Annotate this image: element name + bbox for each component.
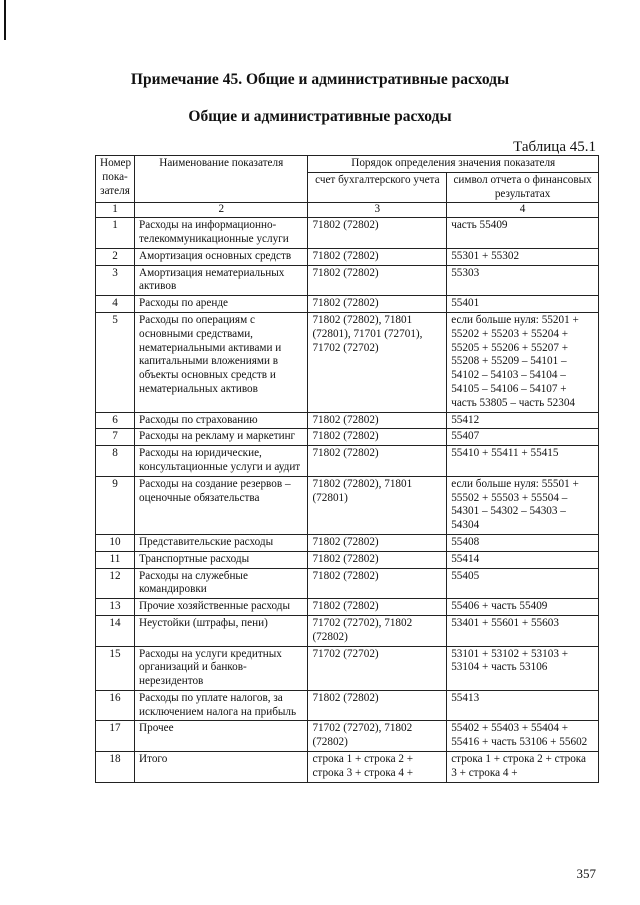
row-account: 71802 (72802) [308, 265, 447, 296]
row-name: Прочие хозяйственные расходы [135, 599, 308, 616]
row-name: Расходы на информационно-телекоммуникационные услуги [135, 218, 308, 249]
row-symbol: 53101 + 53102 + 53103 + 53104 + часть 53106 [447, 646, 599, 690]
row-symbol: 55407 [447, 429, 599, 446]
row-name: Транспортные расходы [135, 551, 308, 568]
header-name: Наименование показателя [135, 156, 308, 203]
column-number-row [96, 203, 599, 218]
row-number: 18 [96, 752, 135, 783]
row-account: 71802 (72802) [308, 599, 447, 616]
row-name: Расходы по операциям с основными средствами, нематериальными активами и капитальными вложениями в объекты основных средств и нематериальных активов [135, 312, 308, 412]
note-title: Примечание 45. Общие и административные расходы [130, 71, 510, 88]
header-row [96, 156, 599, 173]
row-number: 11 [96, 551, 135, 568]
column-number: 1 [96, 203, 135, 218]
row-number: 17 [96, 721, 135, 752]
table-row [96, 568, 599, 599]
row-name: Расходы по страхованию [135, 412, 308, 429]
row-account: 71802 (72802) [308, 248, 447, 265]
row-name: Расходы по уплате налогов, за исключением налога на прибыль [135, 690, 308, 721]
row-symbol: 55414 [447, 551, 599, 568]
table-row [96, 551, 599, 568]
table-row [96, 265, 599, 296]
row-name: Амортизация основных средств [135, 248, 308, 265]
row-number: 15 [96, 646, 135, 690]
table-row [96, 752, 599, 783]
row-number: 2 [96, 248, 135, 265]
table-row [96, 446, 599, 477]
table-subtitle: Общие и административные расходы [188, 108, 452, 125]
header-group: Порядок определения значения показателя [308, 156, 599, 173]
row-symbol: строка 1 + строка 2 + строка 3 + строка 4 + [447, 752, 599, 783]
row-number: 13 [96, 599, 135, 616]
row-symbol: 55406 + часть 55409 [447, 599, 599, 616]
row-symbol: 55405 [447, 568, 599, 599]
row-account: 71702 (72702), 71802 (72802) [308, 721, 447, 752]
row-account: 71702 (72702) [308, 646, 447, 690]
row-account: 71802 (72802), 71801 (72801), 71701 (72701), 71702 (72702) [308, 312, 447, 412]
table-row [96, 476, 599, 534]
row-name: Расходы на услуги кредитных организаций и банков-нерезидентов [135, 646, 308, 690]
row-symbol: 55410 + 55411 + 55415 [447, 446, 599, 477]
row-name: Итого [135, 752, 308, 783]
row-symbol: 53401 + 55601 + 55603 [447, 615, 599, 646]
row-name: Расходы на служебные командировки [135, 568, 308, 599]
row-number: 5 [96, 312, 135, 412]
row-number: 12 [96, 568, 135, 599]
row-account: 71702 (72702), 71802 (72802) [308, 615, 447, 646]
row-symbol: если больше нуля: 55501 + 55502 + 55503 + 55504 – 54301 – 54302 – 54303 – 54304 [447, 476, 599, 534]
row-symbol: 55402 + 55403 + 55404 + 55416 + часть 53106 + 55602 [447, 721, 599, 752]
row-number: 7 [96, 429, 135, 446]
row-account: 71802 (72802) [308, 429, 447, 446]
header-symbol: символ отчета о финансовых результатах [447, 172, 599, 203]
table-row [96, 296, 599, 313]
table-row [96, 248, 599, 265]
row-number: 8 [96, 446, 135, 477]
row-account: 71802 (72802) [308, 568, 447, 599]
row-name: Представительские расходы [135, 534, 308, 551]
table-row [96, 534, 599, 551]
row-name: Амортизация нематериальных активов [135, 265, 308, 296]
row-account: 71802 (72802) [308, 218, 447, 249]
row-number: 10 [96, 534, 135, 551]
row-name: Расходы по аренде [135, 296, 308, 313]
expenses-table [95, 155, 599, 783]
table-row [96, 429, 599, 446]
table-row [96, 218, 599, 249]
row-number: 4 [96, 296, 135, 313]
row-account: 71802 (72802) [308, 551, 447, 568]
column-number: 2 [135, 203, 308, 218]
table-row [96, 412, 599, 429]
row-number: 9 [96, 476, 135, 534]
table-row [96, 646, 599, 690]
row-number: 16 [96, 690, 135, 721]
row-symbol: часть 55409 [447, 218, 599, 249]
row-account: 71802 (72802) [308, 412, 447, 429]
page-number: 357 [576, 866, 596, 881]
row-symbol: 55301 + 55302 [447, 248, 599, 265]
header-account: счет бухгалтерского учета [308, 172, 447, 203]
row-symbol: 55408 [447, 534, 599, 551]
column-number: 4 [447, 203, 599, 218]
row-name: Расходы на юридические, консультационные услуги и аудит [135, 446, 308, 477]
row-number: 6 [96, 412, 135, 429]
row-number: 3 [96, 265, 135, 296]
row-account: 71802 (72802) [308, 296, 447, 313]
row-name: Прочее [135, 721, 308, 752]
row-symbol: 55401 [447, 296, 599, 313]
row-account: 71802 (72802) [308, 690, 447, 721]
row-symbol: 55413 [447, 690, 599, 721]
row-account: 71802 (72802) [308, 534, 447, 551]
row-name: Неустойки (штрафы, пени) [135, 615, 308, 646]
row-symbol: 55303 [447, 265, 599, 296]
row-account: 71802 (72802), 71801 (72801) [308, 476, 447, 534]
margin-mark [4, 0, 6, 40]
table-row [96, 721, 599, 752]
table-label: Таблица 45.1 [513, 139, 596, 155]
row-account: строка 1 + строка 2 + строка 3 + строка 4 + [308, 752, 447, 783]
row-number: 1 [96, 218, 135, 249]
row-symbol: если больше нуля: 55201 + 55202 + 55203 + 55204 + 55205 + 55206 + 55207 + 55208 + 55209 – 54101 – 54102 – 54103 – 54104 – 54105 – 54106 – 54107 + часть 53805 – часть 52304 [447, 312, 599, 412]
table-row [96, 690, 599, 721]
header-number: Номер пока-зателя [96, 156, 135, 203]
row-name: Расходы на рекламу и маркетинг [135, 429, 308, 446]
row-symbol: 55412 [447, 412, 599, 429]
row-name: Расходы на создание резервов – оценочные обязательства [135, 476, 308, 534]
row-number: 14 [96, 615, 135, 646]
table-row [96, 599, 599, 616]
row-account: 71802 (72802) [308, 446, 447, 477]
column-number: 3 [308, 203, 447, 218]
table-row [96, 312, 599, 412]
table-row [96, 615, 599, 646]
